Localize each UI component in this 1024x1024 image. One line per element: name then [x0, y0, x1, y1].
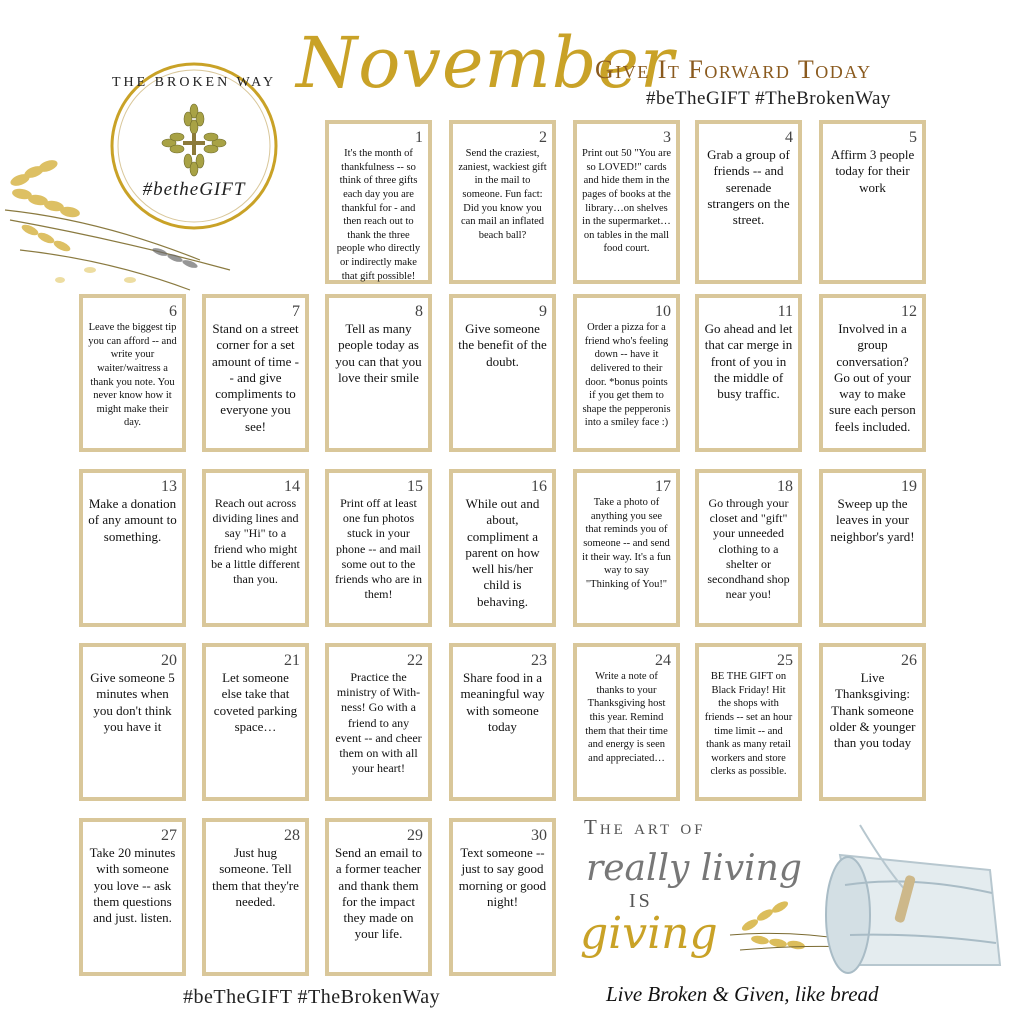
day-text: Order a pizza for a friend who's feeling down -- have it delivered to their door. *bonus points if you get them to shape the pepperonis into a smiley face :) — [582, 322, 671, 429]
calendar-day-26 — [819, 643, 926, 801]
day-text: Grab a group of friends -- and serenade strangers on the street. — [707, 147, 790, 227]
day-number: 9 — [539, 303, 547, 320]
calendar-day-14 — [202, 469, 309, 627]
day-number: 23 — [531, 652, 547, 669]
day-text: Go ahead and let that car merge in front of you in the middle of busy traffic. — [704, 321, 793, 401]
day-number: 24 — [655, 652, 671, 669]
day-text: Affirm 3 people today for their work — [830, 147, 915, 195]
day-text: Just hug someone. Tell them that they're needed. — [212, 845, 299, 909]
day-number: 13 — [161, 478, 177, 495]
calendar-day-30 — [449, 818, 556, 976]
logo-hashtag: #betheGIFT — [142, 179, 246, 200]
art-quote-line4: giving — [580, 908, 718, 959]
day-text: Reach out across dividing lines and say "Hi" to a friend who might be a little different than you. — [211, 496, 300, 587]
day-text: Make a donation of any amount to something. — [88, 496, 177, 544]
day-number: 16 — [531, 478, 547, 495]
day-number: 4 — [785, 129, 793, 146]
day-number: 8 — [415, 303, 423, 320]
day-text: While out and about, compliment a parent on how well his/her child is behaving. — [465, 496, 540, 609]
calendar-day-24 — [573, 643, 680, 801]
day-text: Text someone -- just to say good morning or good night! — [458, 845, 547, 909]
day-text: Tell as many people today as you can that you love their smile — [335, 321, 422, 385]
calendar-day-6 — [79, 294, 186, 452]
day-number: 20 — [161, 652, 177, 669]
logo-title: THE BROKEN WAY — [111, 75, 277, 90]
day-number: 30 — [531, 827, 547, 844]
calendar-day-16 — [449, 469, 556, 627]
day-text: Take a photo of anything you see that reminds you of someone -- and send it their way. It's a fun way to say "Thinking of You!" — [582, 497, 671, 590]
art-quote-line2: really living — [586, 848, 802, 889]
day-number: 25 — [777, 652, 793, 669]
calendar-day-1 — [325, 120, 432, 284]
day-number: 14 — [284, 478, 300, 495]
calendar-day-23 — [449, 643, 556, 801]
day-number: 2 — [539, 129, 547, 146]
header-hashtags: #beTheGIFT #TheBrokenWay — [646, 88, 891, 109]
calendar-day-12 — [819, 294, 926, 452]
calendar-day-17 — [573, 469, 680, 627]
day-number: 28 — [284, 827, 300, 844]
day-text: Involved in a group conversation? Go out of your way to make sure each person feels included. — [829, 321, 916, 434]
day-text: Go through your closet and "gift" your unneeded clothing to a shelter or secondhand shop near you! — [707, 496, 790, 602]
day-text: Print out 50 "You are so LOVED!" cards and hide them in the pages of books at the library…on shelves in the supermarket…on tables in the mall food court. — [582, 148, 671, 255]
day-number: 27 — [161, 827, 177, 844]
day-number: 15 — [407, 478, 423, 495]
day-text: Give someone 5 minutes when you don't think you have it — [90, 670, 175, 734]
day-number: 21 — [284, 652, 300, 669]
day-number: 6 — [169, 303, 177, 320]
day-text: Send an email to a former teacher and thank them for the impact they made on your life. — [334, 845, 422, 942]
calendar-day-5 — [819, 120, 926, 284]
day-number: 3 — [663, 129, 671, 146]
day-text: Leave the biggest tip you can afford -- and write your waiter/waitress a thank you note. You never know how it might make their day. — [88, 322, 177, 429]
calendar-day-18 — [695, 469, 802, 627]
calendar-day-11 — [695, 294, 802, 452]
day-text: Share food in a meaningful way with someone today — [460, 670, 545, 734]
day-text: Practice the ministry of With-ness! Go with a friend to any event -- and cheer them on with all your heart! — [335, 670, 422, 776]
day-number: 22 — [407, 652, 423, 669]
day-text: Take 20 minutes with someone you love -- ask them questions and just. listen. — [89, 845, 176, 925]
day-number: 18 — [777, 478, 793, 495]
calendar-day-15 — [325, 469, 432, 627]
calendar-day-28 — [202, 818, 309, 976]
day-number: 19 — [901, 478, 917, 495]
calendar-day-22 — [325, 643, 432, 801]
bucket-illustration-icon — [720, 815, 1010, 985]
calendar-day-8 — [325, 294, 432, 452]
calendar-day-19 — [819, 469, 926, 627]
day-text: Print off at least one fun photos stuck in your phone -- and mail some out to the friends who are in them! — [335, 496, 422, 602]
day-text: Write a note of thanks to your Thanksgiving host this year. Remind them that their time and energy is seen and appreciated… — [585, 671, 668, 764]
tagline: Live Broken & Given, like bread — [606, 982, 879, 1006]
wheat-decoration-icon — [0, 150, 240, 300]
calendar-day-3 — [573, 120, 680, 284]
day-text: BE THE GIFT on Black Friday! Hit the shops with friends -- set an hour time limit -- and thank as many retail workers and store clerks as possible. — [704, 671, 793, 778]
day-number: 1 — [415, 129, 423, 146]
day-number: 5 — [909, 129, 917, 146]
day-text: Give someone the benefit of the doubt. — [458, 321, 547, 369]
day-text: Live Thanksgiving: Thank someone older & younger than you today — [829, 670, 916, 750]
calendar-day-25 — [695, 643, 802, 801]
page-subtitle: Give It Forward Today — [595, 55, 872, 84]
day-number: 11 — [777, 303, 793, 320]
day-text: Send the craziest, zaniest, wackiest gift in the mail to someone. Fun fact: Did you know you can mail an inflated beach ball? — [458, 148, 547, 241]
calendar-day-21 — [202, 643, 309, 801]
calendar-day-13 — [79, 469, 186, 627]
day-number: 17 — [655, 478, 671, 495]
calendar-day-4 — [695, 120, 802, 284]
calendar-day-29 — [325, 818, 432, 976]
art-quote-line1: The art of — [584, 815, 706, 839]
day-text: It's the month of thankfulness -- so think of three gifts each day you are thankful for - and then reach out to thank the three people who directly or indirectly make that gift possible! — [336, 148, 421, 282]
calendar-day-20 — [79, 643, 186, 801]
day-text: Sweep up the leaves in your neighbor's yard! — [830, 496, 915, 544]
calendar-day-9 — [449, 294, 556, 452]
calendar-day-2 — [449, 120, 556, 284]
calendar-day-7 — [202, 294, 309, 452]
day-number: 10 — [655, 303, 671, 320]
day-number: 7 — [292, 303, 300, 320]
month-title: November — [296, 22, 675, 104]
day-text: Let someone else take that coveted parking space… — [213, 670, 298, 734]
day-number: 29 — [407, 827, 423, 844]
calendar-day-10 — [573, 294, 680, 452]
day-text: Stand on a street corner for a set amount of time -- and give compliments to everyone you see! — [211, 321, 299, 434]
day-number: 12 — [901, 303, 917, 320]
calendar-day-27 — [79, 818, 186, 976]
footer-hashtags: #beTheGIFT #TheBrokenWay — [183, 986, 441, 1008]
art-quote-line3: IS — [629, 890, 653, 912]
day-number: 26 — [901, 652, 917, 669]
